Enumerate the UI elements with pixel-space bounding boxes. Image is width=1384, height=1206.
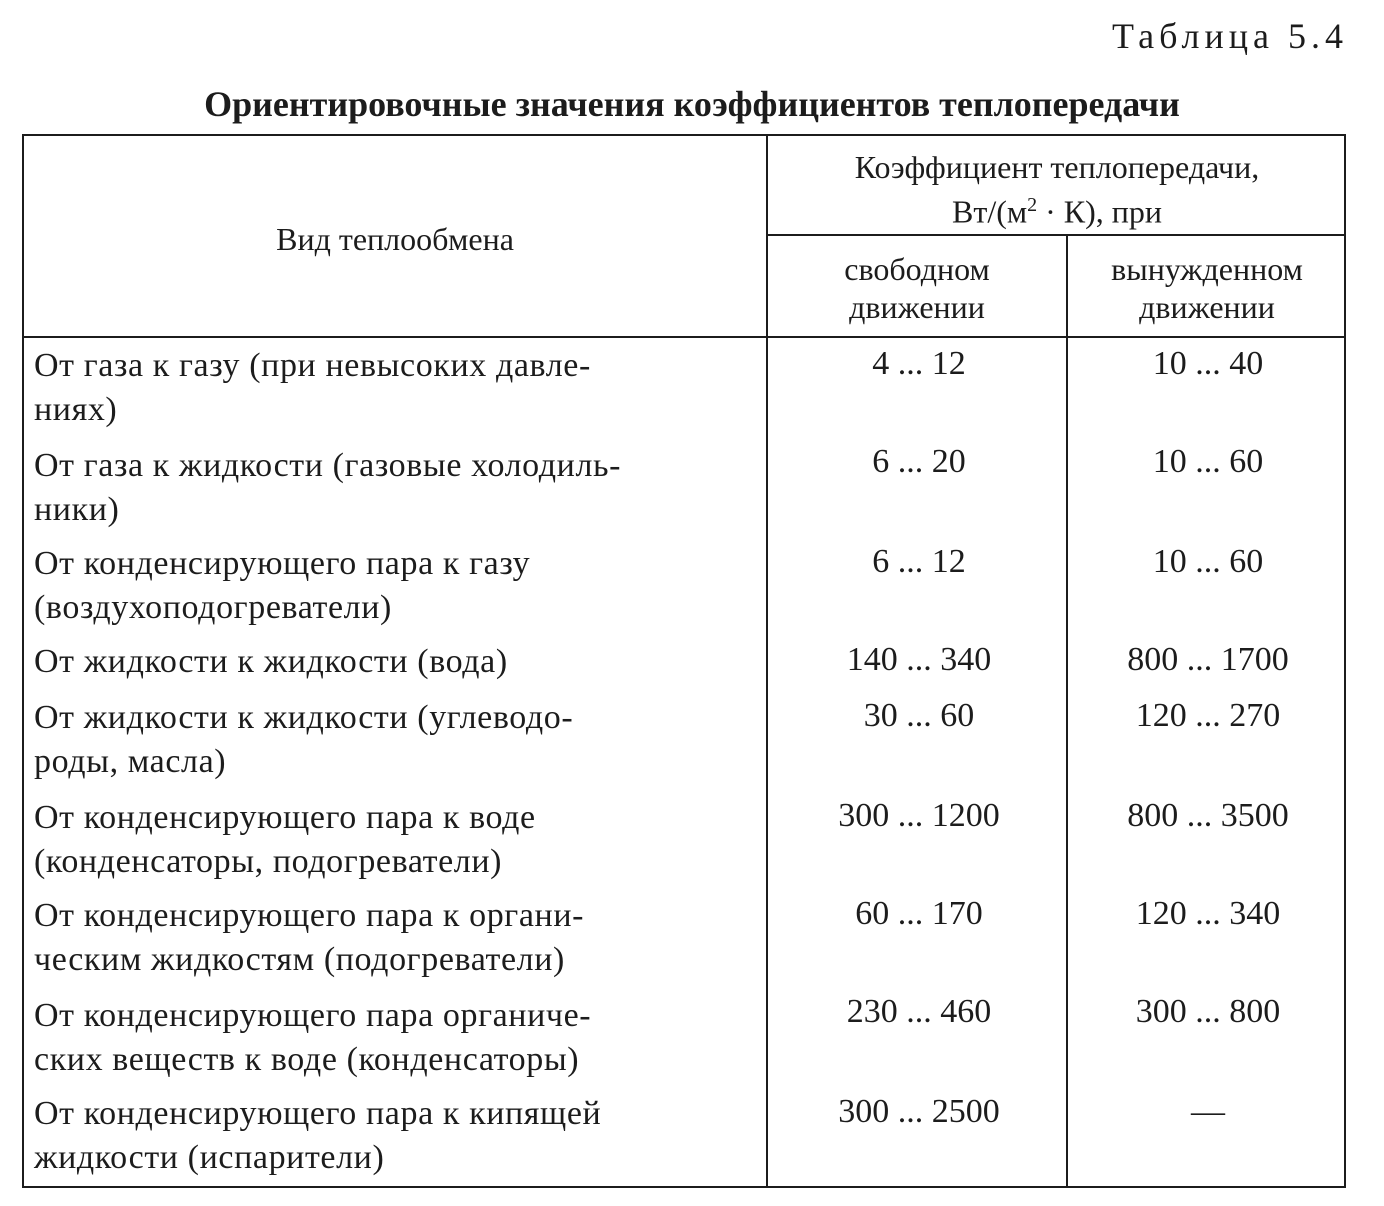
row-label xyxy=(34,542,754,630)
forced-convection-value: 10 ... 60 xyxy=(1152,543,1264,580)
row-label-line2: ских веществ к воде (конденсаторы) xyxy=(34,1041,580,1078)
free-convection-value: 4 ... 12 xyxy=(872,345,966,382)
header-coefficient-line2 xyxy=(768,186,1346,231)
free-convection-value: 60 ... 170 xyxy=(855,895,983,932)
row-label-line1: От конденсирующего пара к газу xyxy=(34,545,531,582)
row-label-line2: (конденсаторы, подогреватели) xyxy=(34,843,503,880)
header-free-line2: движении xyxy=(849,289,985,325)
forced-convection-value: 120 ... 270 xyxy=(1135,697,1281,734)
row-label xyxy=(34,640,754,684)
header-unit-prefix: Вт/(м xyxy=(951,193,1028,230)
table-title: Ориентировочные значения коэффициентов теплопередачи xyxy=(204,84,1180,124)
header-bottom-rule xyxy=(22,336,1346,338)
forced-convection-value: 10 ... 60 xyxy=(1152,443,1264,480)
row-label-line1: От газа к газу (при невысоких давле- xyxy=(34,347,591,384)
row-label-line2: ниях) xyxy=(34,391,118,428)
row-label xyxy=(34,994,754,1082)
row-label-line1: От конденсирующего пара органиче- xyxy=(34,997,592,1034)
row-label-line2: (воздухоподогреватели) xyxy=(34,589,392,626)
free-convection-value: 30 ... 60 xyxy=(863,697,975,734)
row-label-line1: От жидкости к жидкости (вода) xyxy=(34,643,508,680)
row-label-line1: От конденсирующего пара к органи- xyxy=(34,897,585,934)
row-label-line2: ники) xyxy=(34,491,120,528)
header-group-divider xyxy=(768,234,1346,236)
forced-convection-value: 800 ... 1700 xyxy=(1127,641,1289,678)
row-label-line1: От конденсирующего пара к кипящей xyxy=(34,1095,602,1132)
free-convection-value: 300 ... 1200 xyxy=(838,797,1000,834)
header-heat-exchange-type: Вид теплообмена xyxy=(276,221,514,257)
free-convection-value: 6 ... 20 xyxy=(872,443,966,480)
row-label xyxy=(34,344,754,432)
forced-convection-value: — xyxy=(1191,1093,1225,1130)
row-label-line2: роды, масла) xyxy=(34,743,227,780)
header-unit-suffix: · К), при xyxy=(1037,193,1163,230)
forced-convection-value: 120 ... 340 xyxy=(1135,895,1281,932)
table-number: Таблица 5.4 xyxy=(1112,16,1348,56)
row-label-line2: жидкости (испарители) xyxy=(34,1139,385,1176)
forced-convection-value: 800 ... 3500 xyxy=(1127,797,1289,834)
row-label-line1: От газа к жидкости (газовые холодиль- xyxy=(34,447,622,484)
forced-convection-value: 10 ... 40 xyxy=(1152,345,1264,382)
forced-convection-value: 300 ... 800 xyxy=(1135,993,1281,1030)
free-convection-value: 6 ... 12 xyxy=(872,543,966,580)
header-unit-superscript: 2 xyxy=(1027,194,1038,216)
row-label xyxy=(34,696,754,784)
header-coefficient-line1: Коэффициент теплопередачи, xyxy=(854,149,1260,185)
row-label xyxy=(34,796,754,884)
header-free-line1: свободном xyxy=(844,251,990,287)
row-label-line2: ческим жидкостям (подогреватели) xyxy=(34,941,565,978)
free-convection-value: 300 ... 2500 xyxy=(838,1093,1000,1130)
row-label-line1: От жидкости к жидкости (углеводо- xyxy=(34,699,574,736)
row-label xyxy=(34,894,754,982)
free-convection-value: 230 ... 460 xyxy=(846,993,992,1030)
header-forced-line2: движении xyxy=(1139,289,1275,325)
row-label xyxy=(34,1092,754,1180)
row-label xyxy=(34,444,754,532)
free-convection-value: 140 ... 340 xyxy=(846,641,992,678)
row-label-line1: От конденсирующего пара к воде xyxy=(34,799,536,836)
header-forced-line1: вынужденном xyxy=(1111,251,1303,287)
